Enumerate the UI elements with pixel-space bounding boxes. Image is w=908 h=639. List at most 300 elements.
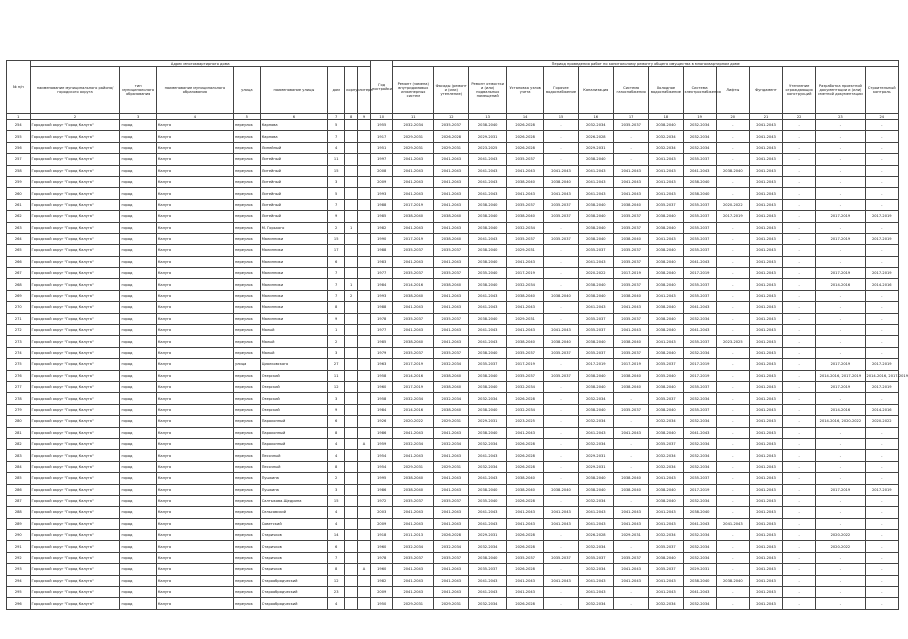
- table-cell: Калуга: [156, 450, 233, 461]
- table-cell: -: [783, 507, 816, 518]
- table-cell: Карпова: [260, 131, 327, 142]
- table-cell: 2035-2037: [393, 495, 434, 506]
- table-row: [7, 211, 899, 222]
- table-cell: Калуга: [156, 575, 233, 586]
- table-cell: 2023-2025: [716, 336, 749, 347]
- table-cell: -: [816, 461, 865, 472]
- table-cell: 2041-2043: [469, 575, 506, 586]
- table-cell: 256: [7, 142, 31, 153]
- table-cell: 278: [7, 393, 31, 404]
- table-cell: 2035-2037: [434, 245, 469, 256]
- column-number: 3: [120, 114, 156, 120]
- table-cell: 2026-2028: [506, 131, 543, 142]
- table-cell: 2029-2031: [393, 598, 434, 609]
- table-body: [7, 120, 908, 610]
- table-cell: -: [783, 598, 816, 609]
- table-cell: 7: [328, 131, 345, 142]
- table-cell: -: [783, 484, 816, 495]
- table-cell: 2041-2043: [578, 302, 613, 313]
- table-cell: 2020-2022: [393, 416, 434, 427]
- table-cell: 2017-2019: [716, 211, 749, 222]
- table-cell: 2041-2043: [506, 507, 543, 518]
- table-cell: Городской округ "Город Калуга": [30, 154, 120, 165]
- table-cell: -: [816, 199, 865, 210]
- table-cell: 2035-2037: [544, 347, 578, 358]
- table-cell: 2041-2043: [749, 450, 782, 461]
- table-cell: -: [865, 176, 898, 187]
- table-cell: 262: [7, 211, 31, 222]
- table-cell: Пароконный: [260, 427, 327, 438]
- table-cell: 2032-2034: [649, 131, 683, 142]
- table-cell: [345, 450, 358, 461]
- table-cell: 2035-2037: [683, 199, 716, 210]
- table-cell: Калуга: [156, 256, 233, 267]
- table-cell: Городской округ "Город Калуга": [30, 461, 120, 472]
- table-cell: Калуга: [156, 313, 233, 324]
- table-cell: Калуга: [156, 325, 233, 336]
- table-cell: город: [120, 484, 156, 495]
- table-cell: 2041-2043: [434, 336, 469, 347]
- table-cell: Городской округ "Город Калуга": [30, 438, 120, 449]
- table-cell: 2038-2040: [716, 165, 749, 176]
- table-row: [7, 256, 899, 267]
- table-cell: 1918: [370, 530, 392, 541]
- table-cell: переулок: [233, 530, 260, 541]
- table-cell: Калуга: [156, 416, 233, 427]
- table-cell: 2035-2037: [469, 359, 506, 370]
- table-cell: 2035-2037: [683, 381, 716, 392]
- table-row: [7, 450, 899, 461]
- table-cell: 2038-2040: [613, 199, 648, 210]
- table-row: [7, 427, 899, 438]
- table-cell: 2038-2040: [683, 575, 716, 586]
- table-cell: 2041-2043: [434, 450, 469, 461]
- table-cell: 2038-2040: [393, 211, 434, 222]
- table-cell: 2041-2043: [683, 165, 716, 176]
- table-cell: 2014-2016: [393, 370, 434, 381]
- table-cell: -: [816, 245, 865, 256]
- table-cell: [358, 518, 371, 529]
- table-cell: 2038-2040: [469, 199, 506, 210]
- table-cell: 2041-2043: [506, 518, 543, 529]
- table-cell: город: [120, 142, 156, 153]
- table-cell: 2041-2043: [393, 154, 434, 165]
- table-cell: 2038-2040: [506, 484, 543, 495]
- table-cell: 8: [328, 427, 345, 438]
- table-cell: 2041-2043: [683, 302, 716, 313]
- table-cell: Циолковского: [260, 359, 327, 370]
- table-cell: -: [716, 416, 749, 427]
- table-cell: Малинники: [260, 313, 327, 324]
- table-cell: Калуга: [156, 518, 233, 529]
- table-cell: -: [716, 495, 749, 506]
- table-cell: Городской округ "Город Калуга": [30, 393, 120, 404]
- table-cell: Городской округ "Город Калуга": [30, 347, 120, 358]
- table-cell: 284: [7, 461, 31, 472]
- table-cell: 8: [328, 564, 345, 575]
- table-cell: -: [783, 165, 816, 176]
- table-cell: переулок: [233, 120, 260, 131]
- table-cell: 2035-2037: [544, 233, 578, 244]
- table-cell: 1951: [370, 142, 392, 153]
- table-cell: переулок: [233, 598, 260, 609]
- table-cell: 2038-2040: [544, 290, 578, 301]
- table-cell: 2041-2043: [649, 165, 683, 176]
- table-cell: 2038-2040: [469, 484, 506, 495]
- col-header-letter: литера: [358, 67, 371, 114]
- table-cell: -: [544, 461, 578, 472]
- table-cell: переулок: [233, 404, 260, 415]
- table-cell: 2041-2043: [749, 268, 782, 279]
- table-cell: 2035-2037: [506, 347, 543, 358]
- col-header-sewer: Канализация: [578, 67, 613, 114]
- table-cell: [345, 120, 358, 131]
- table-cell: 257: [7, 154, 31, 165]
- table-cell: 2035-2037: [649, 541, 683, 552]
- table-cell: -: [865, 552, 898, 563]
- col-header-street-name: наименование улицы: [260, 67, 327, 114]
- table-cell: Городской округ "Город Калуга": [30, 473, 120, 484]
- table-cell: 2038-2040: [613, 290, 648, 301]
- table-cell: 2035-2037: [649, 438, 683, 449]
- table-cell: Песочный: [260, 450, 327, 461]
- table-row: [7, 245, 899, 256]
- table-cell: 267: [7, 268, 31, 279]
- table-cell: 1978: [370, 313, 392, 324]
- table-cell: 2041-2043: [434, 587, 469, 598]
- table-cell: Старообрядческий: [260, 587, 327, 598]
- table-cell: -: [544, 142, 578, 153]
- table-cell: 2041-2043: [506, 587, 543, 598]
- table-cell: -: [816, 587, 865, 598]
- table-cell: 1950: [370, 598, 392, 609]
- table-cell: 2041-2043: [434, 154, 469, 165]
- table-cell: Городской округ "Город Калуга": [30, 427, 120, 438]
- table-cell: 2032-2034: [434, 393, 469, 404]
- table-cell: 2038-2040: [544, 176, 578, 187]
- table-cell: 2041-2043: [749, 290, 782, 301]
- table-cell: город: [120, 290, 156, 301]
- table-cell: 2041-2043: [649, 336, 683, 347]
- table-cell: 282: [7, 438, 31, 449]
- table-cell: 2038-2040: [649, 222, 683, 233]
- table-cell: 14: [328, 530, 345, 541]
- table-cell: Городской округ "Город Калуга": [30, 336, 120, 347]
- column-number: 13: [469, 114, 506, 120]
- table-cell: Калуга: [156, 484, 233, 495]
- table-cell: Песочный: [260, 461, 327, 472]
- table-cell: 277: [7, 381, 31, 392]
- table-cell: переулок: [233, 142, 260, 153]
- column-number: 15: [544, 114, 578, 120]
- col-header-cold-water: Холодное водоснабжение: [649, 67, 683, 114]
- table-cell: 2008: [370, 165, 392, 176]
- table-cell: -: [544, 438, 578, 449]
- table-cell: -: [865, 325, 898, 336]
- table-cell: -: [783, 313, 816, 324]
- table-cell: переулок: [233, 575, 260, 586]
- table-cell: -: [544, 131, 578, 142]
- table-cell: 2009: [370, 587, 392, 598]
- table-row: [7, 313, 899, 324]
- table-cell: [358, 575, 371, 586]
- table-cell: 2035-2040: [469, 268, 506, 279]
- table-cell: Городской округ "Город Калуга": [30, 507, 120, 518]
- table-cell: -: [783, 359, 816, 370]
- table-cell: 2032-2034: [469, 438, 506, 449]
- table-cell: 2035-2037: [649, 564, 683, 575]
- table-cell: [345, 587, 358, 598]
- table-cell: -: [816, 598, 865, 609]
- table-row: [7, 381, 899, 392]
- table-cell: -: [783, 575, 816, 586]
- table-cell: город: [120, 450, 156, 461]
- table-row: [7, 359, 899, 370]
- table-cell: 263: [7, 222, 31, 233]
- table-cell: 2032-2034: [578, 438, 613, 449]
- table-cell: 2032-2034: [683, 120, 716, 131]
- table-cell: 2035-2037: [649, 359, 683, 370]
- table-cell: 2041-2043: [613, 564, 648, 575]
- table-cell: 2041-2043: [469, 165, 506, 176]
- table-cell: 269: [7, 290, 31, 301]
- table-cell: 2041-2043: [749, 120, 782, 131]
- table-cell: 2032-2034: [683, 495, 716, 506]
- table-cell: переулок: [233, 131, 260, 142]
- table-cell: -: [865, 188, 898, 199]
- table-cell: 2041-2043: [683, 427, 716, 438]
- table-cell: [358, 165, 371, 176]
- table-cell: Пушкина: [260, 473, 327, 484]
- table-cell: [345, 473, 358, 484]
- table-cell: [358, 541, 371, 552]
- table-cell: город: [120, 279, 156, 290]
- table-cell: 2017-2019: [393, 381, 434, 392]
- table-cell: 2032-2034: [649, 530, 683, 541]
- table-cell: 1985: [370, 336, 392, 347]
- table-cell: -: [816, 347, 865, 358]
- table-cell: 3: [328, 347, 345, 358]
- table-cell: 2032-2034: [649, 450, 683, 461]
- table-cell: [358, 325, 371, 336]
- table-cell: -: [783, 416, 816, 427]
- table-cell: Литейный: [260, 188, 327, 199]
- table-cell: Калуга: [156, 438, 233, 449]
- table-row: [7, 222, 899, 233]
- table-cell: 2029-2031: [683, 564, 716, 575]
- table-cell: 2035-2037: [578, 325, 613, 336]
- table-cell: [345, 188, 358, 199]
- table-cell: -: [783, 461, 816, 472]
- column-number: 4: [156, 114, 233, 120]
- table-cell: -: [816, 120, 865, 131]
- table-cell: 2017-2019: [865, 381, 898, 392]
- table-cell: 2035-2037: [506, 154, 543, 165]
- table-cell: [358, 131, 371, 142]
- table-cell: 2032-2034: [683, 416, 716, 427]
- table-cell: -: [865, 495, 898, 506]
- table-cell: 8: [328, 461, 345, 472]
- table-cell: 2014-2016: [865, 404, 898, 415]
- table-cell: город: [120, 416, 156, 427]
- table-cell: город: [120, 393, 156, 404]
- table-cell: 2041-2043: [544, 518, 578, 529]
- table-cell: 1958: [370, 370, 392, 381]
- col-header-house: дом: [328, 67, 345, 114]
- table-cell: [345, 416, 358, 427]
- column-number: 17: [613, 114, 648, 120]
- table-cell: -: [783, 564, 816, 575]
- table-cell: Линейный: [260, 142, 327, 153]
- table-cell: [345, 381, 358, 392]
- table-cell: 2026-2028: [506, 393, 543, 404]
- table-cell: [358, 530, 371, 541]
- table-cell: 289: [7, 518, 31, 529]
- table-cell: [358, 233, 371, 244]
- table-cell: 2038-2040: [649, 245, 683, 256]
- table-cell: -: [544, 222, 578, 233]
- table-cell: 2038-2040: [469, 427, 506, 438]
- table-cell: 2038-2040: [393, 473, 434, 484]
- table-cell: 2017-2019: [393, 359, 434, 370]
- table-cell: 1995: [370, 473, 392, 484]
- table-cell: 2041-2043: [749, 598, 782, 609]
- table-cell: 2035-2037: [578, 347, 613, 358]
- table-cell: 2041-2043: [393, 325, 434, 336]
- table-cell: [358, 404, 371, 415]
- table-cell: [345, 370, 358, 381]
- table-cell: 2038-2040: [469, 211, 506, 222]
- table-cell: 2041-2043: [749, 245, 782, 256]
- table-cell: Калуга: [156, 381, 233, 392]
- table-cell: -: [544, 381, 578, 392]
- table-cell: город: [120, 587, 156, 598]
- table-cell: Городской округ "Город Калуга": [30, 404, 120, 415]
- table-cell: переулок: [233, 416, 260, 427]
- table-cell: 7: [328, 268, 345, 279]
- table-cell: 1988: [370, 245, 392, 256]
- table-cell: -: [716, 222, 749, 233]
- table-cell: -: [783, 120, 816, 131]
- table-row: [7, 495, 899, 506]
- table-cell: -: [816, 302, 865, 313]
- table-cell: 2035-2037: [613, 404, 648, 415]
- table-cell: [345, 530, 358, 541]
- table-cell: 2029-2031: [578, 142, 613, 153]
- table-cell: 2035-2037: [613, 552, 648, 563]
- table-cell: -: [716, 245, 749, 256]
- table-cell: -: [716, 302, 749, 313]
- table-cell: Городской округ "Город Калуга": [30, 165, 120, 176]
- table-cell: 2038-2040: [469, 347, 506, 358]
- table-cell: 261: [7, 199, 31, 210]
- table-cell: 2032-2034: [506, 404, 543, 415]
- table-cell: 2032-2034: [683, 438, 716, 449]
- table-cell: -: [716, 598, 749, 609]
- table-cell: -: [865, 541, 898, 552]
- table-cell: 2: [328, 336, 345, 347]
- table-cell: 2041-2043: [749, 131, 782, 142]
- table-cell: [345, 176, 358, 187]
- table-cell: -: [783, 438, 816, 449]
- table-cell: 254: [7, 120, 31, 131]
- col-header-engineering: Ремонт (замена) внутридомовых инженерных систем: [393, 67, 434, 114]
- table-cell: 2038-2040: [578, 473, 613, 484]
- table-cell: А: [358, 564, 371, 575]
- column-number: 11: [393, 114, 434, 120]
- table-cell: 1986: [370, 484, 392, 495]
- table-cell: 2038-2040: [506, 211, 543, 222]
- table-cell: 2035-2037: [544, 370, 578, 381]
- table-cell: 273: [7, 336, 31, 347]
- table-cell: -: [613, 131, 648, 142]
- col-header-index: № п/п: [7, 61, 31, 114]
- table-cell: 2020-2022: [716, 199, 749, 210]
- table-cell: [345, 131, 358, 142]
- table-cell: Калуга: [156, 427, 233, 438]
- table-cell: 2041-2043: [749, 142, 782, 153]
- table-cell: -: [783, 290, 816, 301]
- table-cell: город: [120, 541, 156, 552]
- table-cell: 4: [328, 518, 345, 529]
- table-cell: 2038-2040: [393, 336, 434, 347]
- table-cell: 2041-2043: [393, 165, 434, 176]
- table-cell: 2017-2019: [506, 268, 543, 279]
- table-cell: переулок: [233, 211, 260, 222]
- table-cell: 2035-2037: [683, 279, 716, 290]
- table-cell: 2041-2043: [434, 507, 469, 518]
- table-row: [7, 370, 899, 381]
- table-cell: -: [816, 154, 865, 165]
- table-cell: переулок: [233, 438, 260, 449]
- table-row: [7, 290, 899, 301]
- table-row: [7, 507, 899, 518]
- table-cell: -: [544, 404, 578, 415]
- table-cell: 2017-2019: [816, 268, 865, 279]
- table-cell: 1: [328, 325, 345, 336]
- table-cell: 2032-2034: [506, 381, 543, 392]
- table-cell: -: [783, 495, 816, 506]
- table-cell: Калуга: [156, 495, 233, 506]
- table-cell: Озерский: [260, 370, 327, 381]
- table-cell: Калуга: [156, 188, 233, 199]
- table-cell: Калуга: [156, 142, 233, 153]
- table-cell: -: [716, 325, 749, 336]
- table-cell: 2038-2040: [649, 268, 683, 279]
- table-cell: [358, 290, 371, 301]
- table-cell: 281: [7, 427, 31, 438]
- table-cell: 2038-2040: [716, 575, 749, 586]
- table-cell: [358, 598, 371, 609]
- table-cell: Калуга: [156, 347, 233, 358]
- table-cell: 2041-2043: [649, 507, 683, 518]
- table-cell: [345, 313, 358, 324]
- table-cell: Литейный: [260, 176, 327, 187]
- table-cell: Озерский: [260, 393, 327, 404]
- table-cell: город: [120, 199, 156, 210]
- table-cell: 1: [345, 279, 358, 290]
- table-cell: [358, 507, 371, 518]
- table-cell: 2035-2037: [578, 552, 613, 563]
- table-cell: -: [716, 233, 749, 244]
- table-cell: 15: [328, 165, 345, 176]
- table-cell: Салтыкова-Щедрина: [260, 495, 327, 506]
- table-cell: Пушкина: [260, 484, 327, 495]
- table-cell: 2035-2037: [578, 313, 613, 324]
- table-cell: 2032-2034: [469, 541, 506, 552]
- table-cell: Старичков: [260, 552, 327, 563]
- table-cell: [358, 484, 371, 495]
